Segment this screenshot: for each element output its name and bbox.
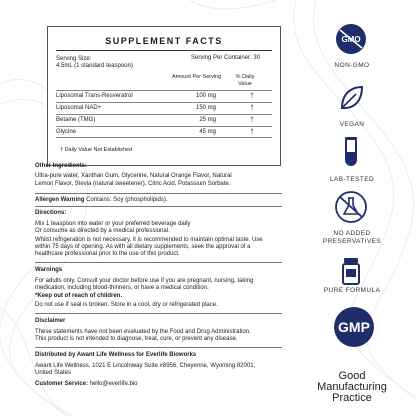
directions-text: within 75 days of opening. As with all dietary supplements, seek the approval of a xyxy=(35,244,251,250)
leaf-icon xyxy=(334,81,368,115)
allergen-warning xyxy=(35,197,168,204)
gmp-caption-line: Practice xyxy=(332,392,372,404)
section-divider xyxy=(35,262,282,263)
ingredient-amount: 25 mg xyxy=(199,117,216,123)
disclaimer-text: These statements have not been evaluated by the Food and Drug Administration. xyxy=(35,329,251,335)
non-gmo-icon-text: GMO xyxy=(341,35,361,44)
directions-text: Or consume as directed by a medical professional. xyxy=(35,228,170,234)
customer-service-label: Customer Service: xyxy=(35,381,89,387)
ingredient-amount: 100 mg xyxy=(195,93,216,99)
supplement-facts-panel xyxy=(47,26,281,166)
warnings-heading: Warnings xyxy=(35,267,63,273)
facts-divider xyxy=(56,50,272,51)
facts-row xyxy=(56,102,272,113)
facts-row xyxy=(56,114,272,125)
allergen-label: Allergen Warning xyxy=(35,197,85,203)
section-divider xyxy=(35,193,282,194)
badge-label-pure-formula: PURE FORMULA xyxy=(323,287,381,294)
gmp-caption-line: Manufacturing xyxy=(317,381,387,393)
directions-text: healthcare professional prior to the use of this product. xyxy=(35,251,180,257)
servings-per-container: Serving Per Container: 30 xyxy=(191,55,261,61)
ingredient-name: Glycine xyxy=(56,129,77,135)
ingredient-name: Liposomal Trans-Resveratrol xyxy=(56,93,133,99)
ingredient-name: Betaine (TMG) xyxy=(56,117,96,123)
warnings-text: medication, including blood-thinners, or have a medical condition. xyxy=(35,285,209,291)
disclaimer-text: This product is not intended to diagnose, treat, cure, or prevent any disease. xyxy=(35,336,238,342)
supplement-facts-title: SUPPLEMENT FACTS xyxy=(105,36,223,46)
disclaimer-heading: Disclaimer xyxy=(35,318,66,324)
ingredient-name: Liposomal NAD+ xyxy=(56,105,102,111)
ingredient-dv: † xyxy=(250,129,254,135)
keep-out-of-reach: *Keep out of reach of children. xyxy=(35,293,123,299)
other-ingredients-heading: Other Ingredients: xyxy=(35,163,88,169)
directions-heading: Directions: xyxy=(35,210,67,216)
section-divider xyxy=(35,206,282,207)
serving-size-value: 4.5mL (1 standard teaspoon) xyxy=(56,63,133,69)
other-ingredients-text: Ultra-pure water, Xanthan Gum, Glycerine, Natural Orange Flavor, Natural xyxy=(35,173,232,179)
ingredient-amount: 45 mg xyxy=(199,129,216,135)
gmp-badge: GMP xyxy=(334,307,374,347)
section-divider xyxy=(35,347,282,348)
ingredient-dv: † xyxy=(250,117,254,123)
directions-text: Mix 1 teaspoon into water or your preferred beverage daily xyxy=(35,221,191,227)
non-gmo-icon xyxy=(334,22,368,56)
directions-text: Whilst refrigeration is not necessary, it is recommended to maintain optimal taste. Use xyxy=(35,237,263,243)
ingredient-amount: 150 mg xyxy=(195,105,216,111)
badge-label-non-gmo: NON-GMO xyxy=(334,62,370,69)
test-tube-icon xyxy=(334,134,368,168)
daily-value-footnote: † Daily Value Not Established xyxy=(60,147,133,153)
serving-size-label: Serving Size: xyxy=(56,56,92,62)
facts-row xyxy=(56,126,272,138)
flask-icon xyxy=(334,190,368,224)
distributor-heading: Distributed by Awant Life Wellness for Everlife Bioworks xyxy=(35,352,197,358)
gmp-caption-line: Good xyxy=(338,370,366,382)
ingredient-dv: † xyxy=(250,105,254,111)
allergen-text: Contains: Soy (phospholipids). xyxy=(86,197,168,203)
pill-bottle-icon xyxy=(334,254,368,288)
seal-warning: Do not use if seal is broken. Store in a cool, dry or refrigerated place. xyxy=(35,302,218,308)
facts-row xyxy=(56,90,272,101)
customer-service xyxy=(35,381,138,388)
distributor-address: United States xyxy=(35,370,72,376)
amount-header: Amount Per Serving xyxy=(172,74,222,80)
customer-service-email[interactable]: hello@everlife.bio xyxy=(89,381,138,387)
badge-label-vegan: VEGAN xyxy=(339,121,365,128)
badge-label-no-added: NO ADDED xyxy=(333,230,371,237)
ingredient-dv: † xyxy=(250,93,254,99)
gmp-caption xyxy=(312,371,392,404)
badge-label-preservatives: PRESERVATIVES xyxy=(322,238,382,245)
distributor-address: Awant Life Wellness, 1021 E Lincolnway Suite #8956, Cheyenne, Wyoming 82001, xyxy=(35,363,256,369)
daily-value-header: % Daily Value xyxy=(235,74,255,87)
other-ingredients-text: Lemon Flavor, Stevia (natural sweetener), Citric Acid, Potassium Sorbate. xyxy=(35,181,231,187)
badge-label-lab-tested: LAB-TESTED xyxy=(329,176,375,183)
warnings-text: For adults only. Consult your doctor before use if you are pregnant, nursing, taking xyxy=(35,278,254,284)
section-divider xyxy=(35,313,282,314)
